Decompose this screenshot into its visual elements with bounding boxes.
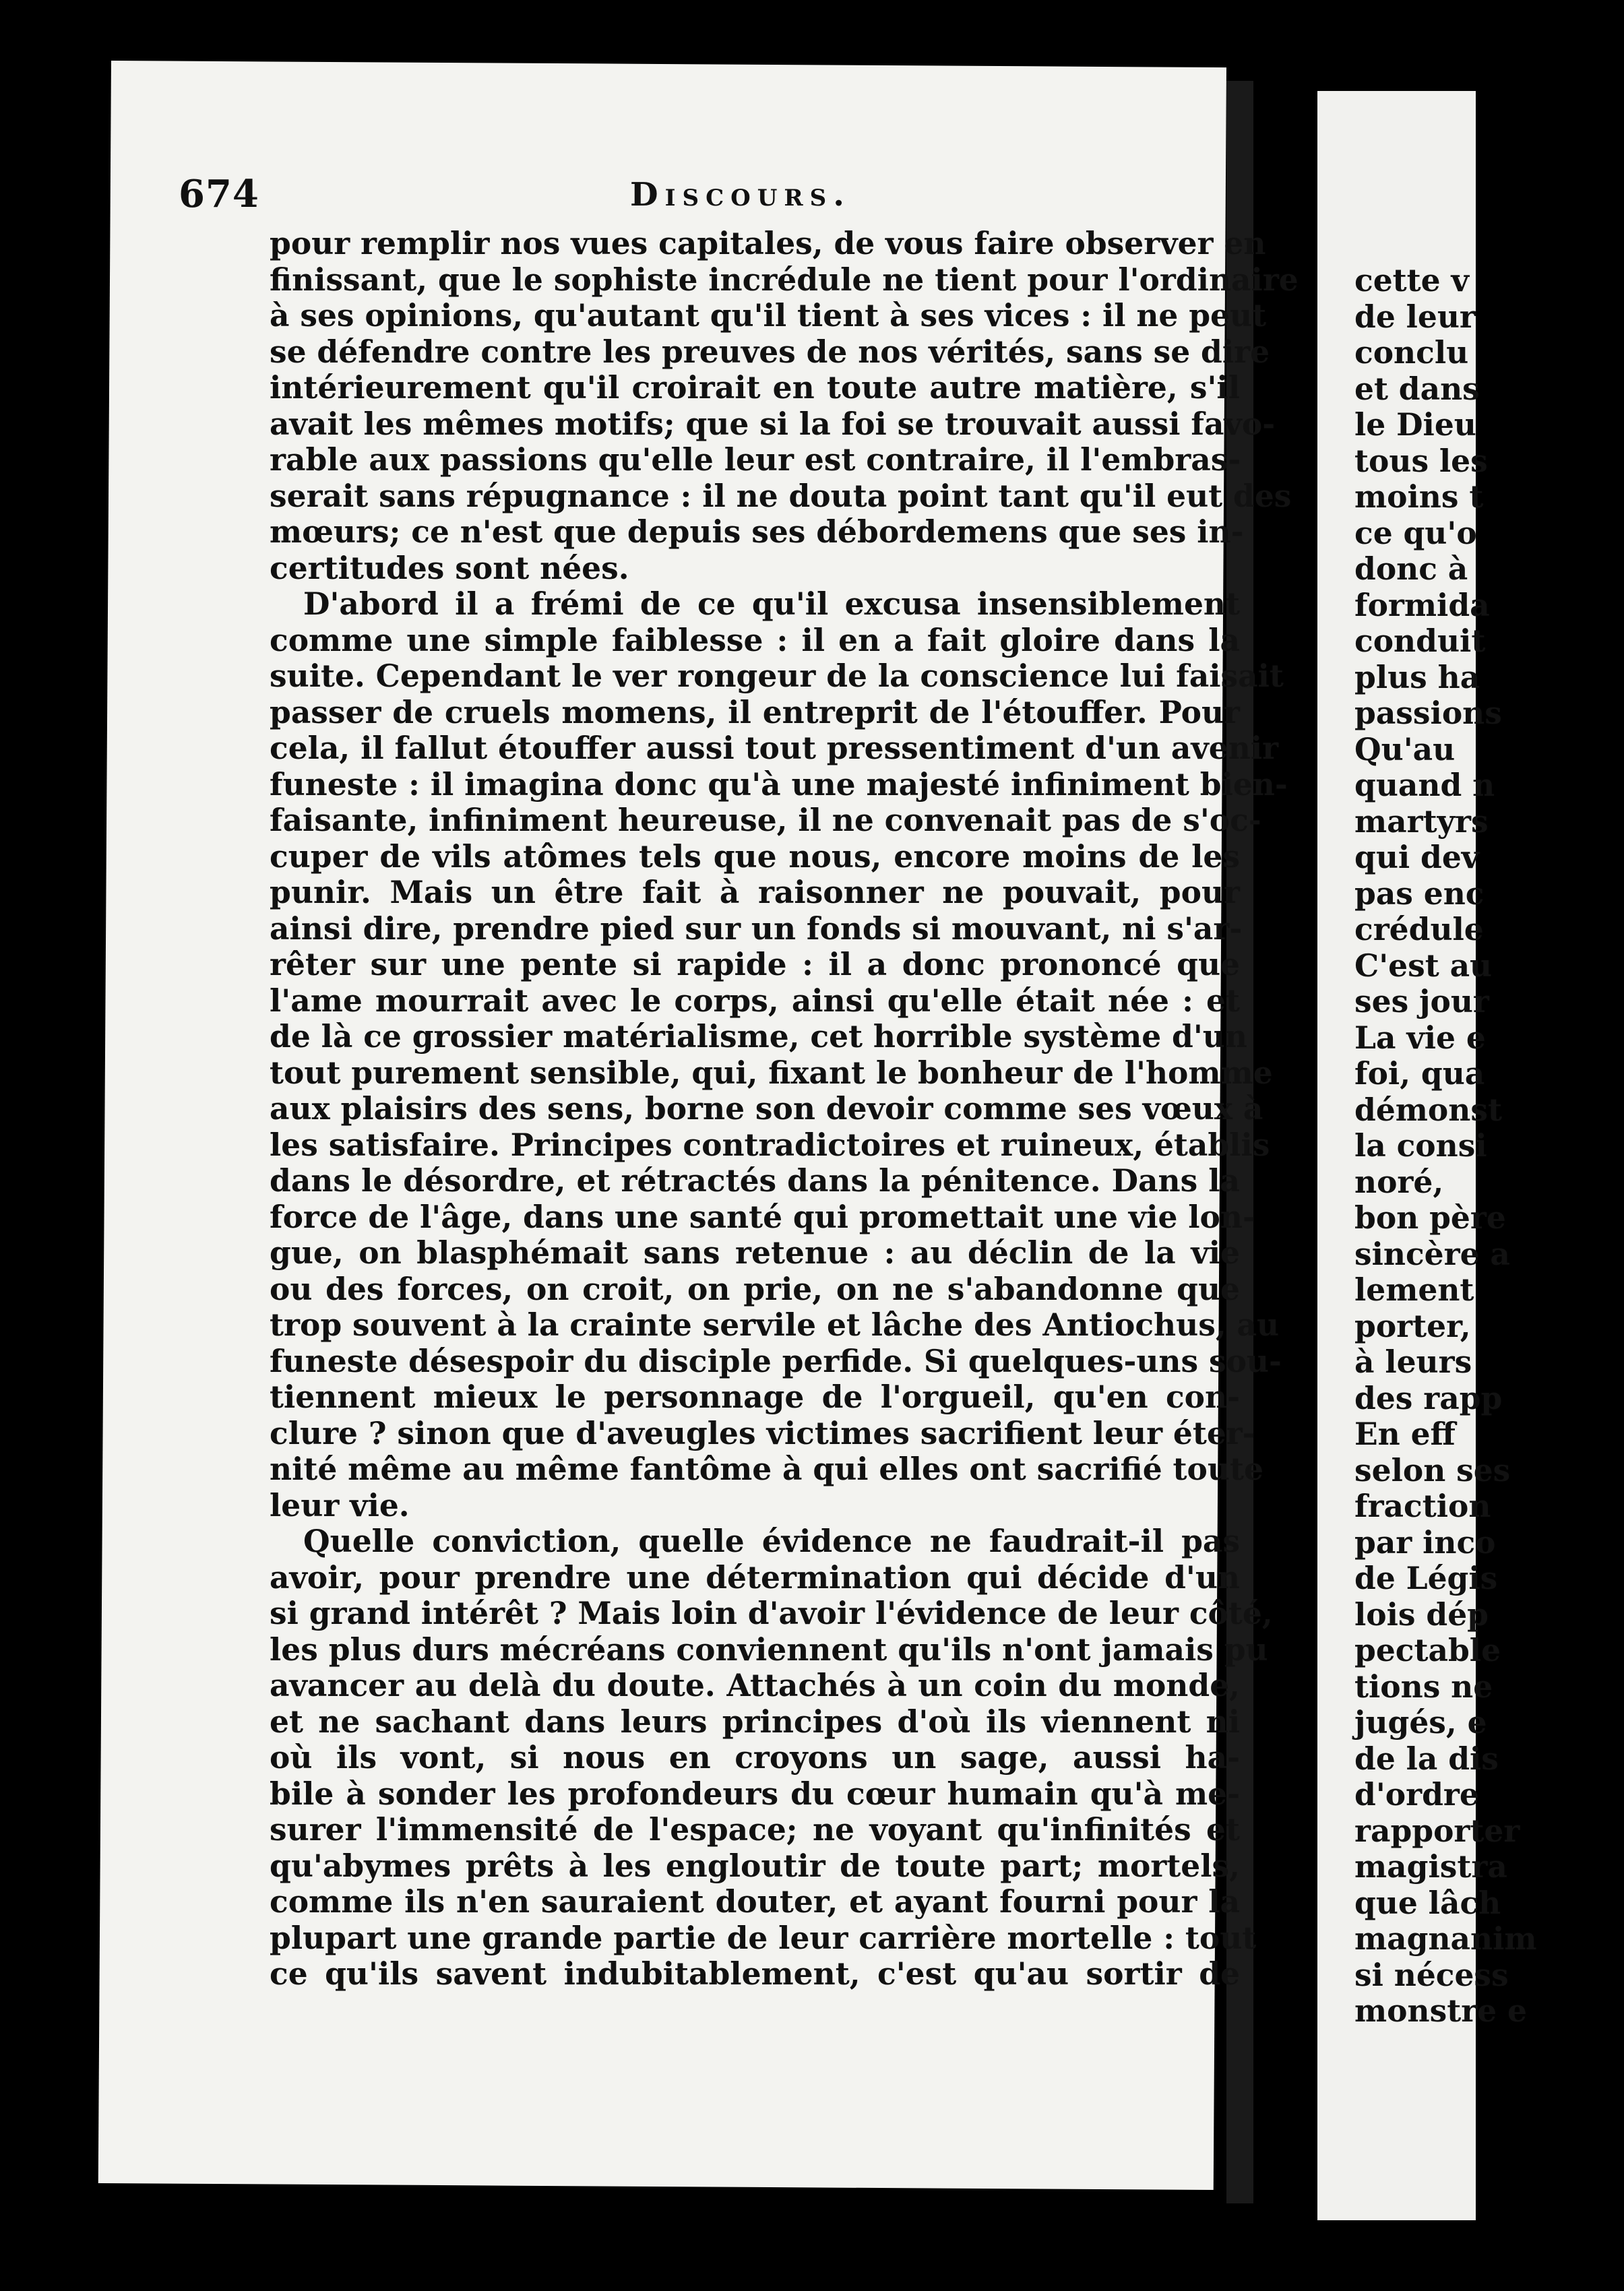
text-line: D'abord il a frémi de ce qu'il excusa insensiblement xyxy=(303,586,1240,622)
facing-text-line: plus ha xyxy=(1354,658,1480,695)
page-header xyxy=(179,172,1243,226)
text-line: faisante, infiniment heureuse, il ne convenait pas de s'oc- xyxy=(270,802,1261,838)
facing-text-line: monstre e xyxy=(1354,1992,1527,2029)
facing-text-line: magnanim xyxy=(1354,1920,1537,1957)
text-line: mœurs; ce n'est que depuis ses débordemens que ses in- xyxy=(270,513,1244,550)
text-line: ce qu'ils savent indubitablement, c'est qu'au sortir de xyxy=(270,1955,1240,1992)
facing-text-line: jugés, e xyxy=(1354,1704,1487,1740)
text-line: rable aux passions qu'elle leur est contraire, il l'embras- xyxy=(270,441,1241,478)
text-line: certitudes sont nées. xyxy=(270,549,629,586)
facing-text-line: ses jour xyxy=(1354,983,1489,1019)
text-line: intérieurement qu'il croirait en toute autre matière, s'il xyxy=(270,369,1240,406)
text-line: les plus durs mécréans conviennent qu'ils n'ont jamais pu xyxy=(270,1631,1268,1668)
facing-text-line: moins t xyxy=(1354,478,1484,515)
facing-text-line: formida xyxy=(1354,586,1490,623)
page-number: 674 xyxy=(179,172,259,216)
text-line: avait les mêmes motifs; que si la foi se trouvait aussi favo- xyxy=(270,405,1276,442)
text-line: suite. Cependant le ver rongeur de la conscience lui faisait xyxy=(270,658,1284,694)
facing-page-text xyxy=(1354,263,1624,2030)
text-line: tiennent mieux le personnage de l'orgueil, qu'en con- xyxy=(270,1379,1240,1415)
facing-text-line: selon ses xyxy=(1354,1451,1511,1488)
text-line: à ses opinions, qu'autant qu'il tient à ses vices : il ne peut xyxy=(270,297,1267,334)
facing-text-line: lois dép xyxy=(1354,1596,1489,1633)
facing-text-line: bon père xyxy=(1354,1199,1506,1236)
text-line: rêter sur une pente si rapide : il a donc prononcé que xyxy=(270,946,1240,982)
facing-text-line: noré, xyxy=(1354,1163,1444,1200)
text-line: funeste désespoir du disciple perfide. Si quelques-uns sou- xyxy=(270,1342,1282,1379)
text-line: plupart une grande partie de leur carrière mortelle : tout xyxy=(270,1919,1257,1956)
text-line: clure ? sinon que d'aveugles victimes sacrifient leur éter- xyxy=(270,1414,1255,1451)
facing-text-line: quand n xyxy=(1354,767,1495,803)
facing-text-line: qui dev xyxy=(1354,839,1480,875)
facing-text-line: crédule xyxy=(1354,911,1484,947)
text-line: force de l'âge, dans une santé qui promettait une vie lon- xyxy=(270,1198,1255,1235)
facing-text-line: cette v xyxy=(1354,262,1469,299)
facing-text-line: donc à xyxy=(1354,551,1468,587)
facing-text-line: tions ne xyxy=(1354,1668,1493,1705)
facing-text-line: porter, xyxy=(1354,1307,1471,1344)
facing-text-line: la consi xyxy=(1354,1127,1487,1164)
body-text xyxy=(270,225,1299,1992)
facing-text-line: foi, qua xyxy=(1354,1055,1485,1092)
text-line: comme une simple faiblesse : il en a fait gloire dans la xyxy=(270,621,1240,658)
text-line: avoir, pour prendre une détermination qui décide d'un xyxy=(270,1559,1240,1596)
text-line: finissant, que le sophiste incrédule ne tient pour l'ordinaire xyxy=(270,261,1299,298)
facing-text-line: pectable xyxy=(1354,1632,1501,1668)
facing-text-line: le Dieu xyxy=(1354,406,1476,443)
text-line: qu'abymes prêts à les engloutir de toute part; mortels, xyxy=(270,1847,1240,1884)
text-line: bile à sonder les profondeurs du cœur humain qu'à me- xyxy=(270,1775,1240,1812)
text-line: pour remplir nos vues capitales, de vous faire observer en xyxy=(270,225,1266,261)
facing-text-line: de la dis xyxy=(1354,1740,1499,1777)
text-line: de là ce grossier matérialisme, cet horrible système d'un xyxy=(270,1018,1247,1055)
text-line: comme ils n'en sauraient douter, et ayant fourni pour la xyxy=(270,1883,1240,1920)
facing-text-line: et dans xyxy=(1354,370,1480,407)
text-line: Quelle conviction, quelle évidence ne faudrait-il pas xyxy=(303,1523,1240,1559)
facing-text-line: conduit xyxy=(1354,623,1486,659)
facing-text-line: démonst xyxy=(1354,1091,1502,1128)
running-title: Discours. xyxy=(630,176,851,214)
text-line: et ne sachant dans leurs principes d'où ils viennent ni xyxy=(270,1703,1240,1740)
text-line: cuper de vils atômes tels que nous, encore moins de les xyxy=(270,838,1240,875)
text-line: avancer au delà du doute. Attachés à un coin du monde, xyxy=(270,1667,1240,1703)
facing-text-line: des rapp xyxy=(1354,1379,1503,1416)
text-line: serait sans répugnance : il ne douta point tant qu'il eut des xyxy=(270,477,1292,514)
text-line: tout purement sensible, qui, fixant le bonheur de l'homme xyxy=(270,1054,1273,1091)
text-line: cela, il fallut étouffer aussi tout pressentiment d'un avenir xyxy=(270,730,1279,766)
text-line: leur vie. xyxy=(270,1486,410,1524)
text-line: funeste : il imagina donc qu'à une majesté infiniment bien- xyxy=(270,765,1288,803)
text-line: si grand intérêt ? Mais loin d'avoir l'évidence de leur côté, xyxy=(270,1595,1273,1631)
facing-text-line: rapporter xyxy=(1354,1812,1520,1849)
facing-text-line: La vie e xyxy=(1354,1019,1486,1056)
facing-text-line: conclu xyxy=(1354,334,1469,371)
facing-text-line: passions xyxy=(1354,695,1502,731)
facing-text-line: que lâch xyxy=(1354,1884,1501,1921)
facing-text-line: à leurs xyxy=(1354,1344,1472,1380)
text-line: passer de cruels momens, il entreprit de l'étouffer. Pour xyxy=(270,693,1240,730)
facing-page xyxy=(1317,91,1537,2220)
text-line: gue, on blasphémait sans retenue : au déclin de la vie xyxy=(270,1234,1240,1271)
text-line: trop souvent à la crainte servile et lâche des Antiochus, au xyxy=(270,1307,1280,1343)
facing-text-line: lement xyxy=(1354,1272,1474,1308)
facing-text-line: pas enc xyxy=(1354,875,1485,912)
text-line: où ils vont, si nous en croyons un sage, aussi ha- xyxy=(270,1739,1240,1776)
facing-text-line: tous les xyxy=(1354,442,1488,479)
facing-text-line: En eff xyxy=(1354,1416,1456,1452)
text-line: ou des forces, on croit, on prie, on ne s'abandonne que xyxy=(270,1270,1240,1307)
text-line: ainsi dire, prendre pied sur un fonds si mouvant, ni s'ar- xyxy=(270,910,1243,947)
facing-text-line: ce qu'o xyxy=(1354,514,1477,551)
text-line: surer l'immensité de l'espace; ne voyant qu'infinités et xyxy=(270,1811,1240,1848)
facing-text-line: sincère a xyxy=(1354,1235,1510,1272)
facing-text-line: Qu'au xyxy=(1354,730,1456,767)
text-line: se défendre contre les preuves de nos vérités, sans se dire xyxy=(270,333,1270,370)
facing-text-line: C'est au xyxy=(1354,947,1493,984)
text-line: dans le désordre, et rétractés dans la pénitence. Dans la xyxy=(270,1162,1240,1199)
facing-text-line: martyrs xyxy=(1354,803,1489,840)
facing-text-line: de Légis xyxy=(1354,1560,1498,1596)
text-line: l'ame mourrait avec le corps, ainsi qu'elle était née : et xyxy=(270,982,1240,1019)
text-line: nité même au même fantôme à qui elles ont sacrifié toute xyxy=(270,1451,1263,1487)
facing-text-line: fraction xyxy=(1354,1488,1491,1524)
text-line: les satisfaire. Principes contradictoires et ruineux, établis xyxy=(270,1126,1270,1163)
facing-text-line: magistra xyxy=(1354,1848,1507,1885)
text-line: punir. Mais un être fait à raisonner ne pouvait, pour xyxy=(270,874,1240,910)
facing-text-line: de leur xyxy=(1354,298,1476,335)
facing-text-line: si nécess xyxy=(1354,1956,1509,1993)
text-line: aux plaisirs des sens, borne son devoir comme ses vœux à xyxy=(270,1090,1263,1127)
facing-text-line: d'ordre xyxy=(1354,1776,1479,1813)
facing-text-line: par inco xyxy=(1354,1524,1496,1561)
